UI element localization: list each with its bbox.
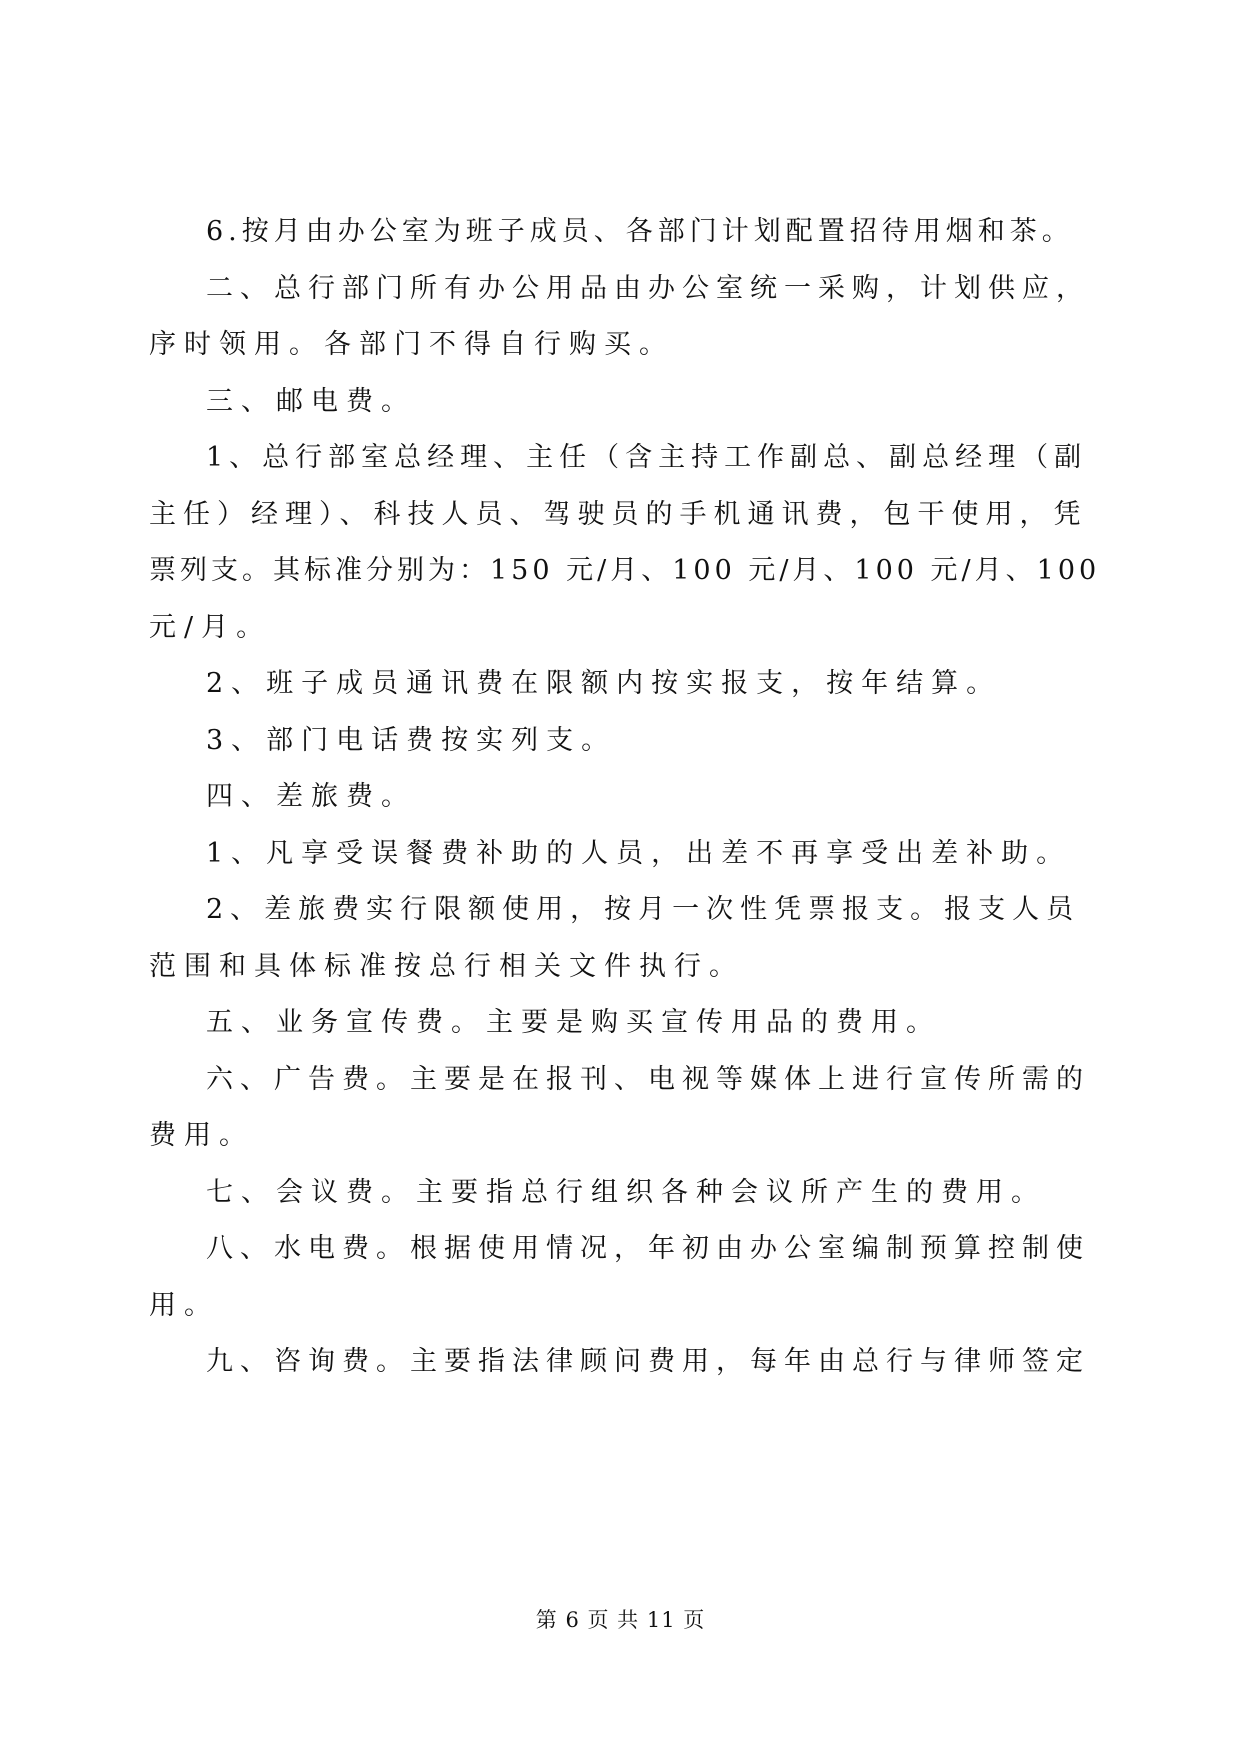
text-line: 元/月。	[149, 612, 272, 643]
text-line: 六、广告费。主要是在报刊、电视等媒体上进行宣传所需的	[206, 1064, 1090, 1095]
text-line: 2、差旅费实行限额使用，按月一次性凭票报支。报支人员	[206, 894, 1081, 925]
text-line: 七、会议费。主要指总行组织各种会议所产生的费用。	[206, 1177, 1046, 1208]
text-line: 票列支。其标准分别为：150 元/月、100 元/月、100 元/月、100	[149, 555, 1101, 586]
text-line: 1、凡享受误餐费补助的人员，出差不再享受出差补助。	[206, 838, 1072, 869]
text-line: 八、水电费。根据使用情况，年初由办公室编制预算控制使	[206, 1233, 1090, 1264]
text-line: 范围和具体标准按总行相关文件执行。	[149, 951, 744, 982]
text-line: 1、总行部室总经理、主任（含主持工作副总、副总经理（副	[206, 442, 1088, 473]
text-line: 用。	[149, 1290, 219, 1321]
text-line: 二、总行部门所有办公用品由办公室统一采购，计划供应，	[206, 273, 1090, 304]
page-number-footer: 第 6 页 共 11 页	[535, 1608, 706, 1632]
text-line: 四、差旅费。	[206, 781, 416, 812]
text-line: 6.按月由办公室为班子成员、各部门计划配置招待用烟和茶。	[206, 216, 1074, 247]
text-line: 费用。	[149, 1120, 254, 1151]
text-line: 五、业务宣传费。主要是购买宣传用品的费用。	[206, 1007, 941, 1038]
text-line: 三、邮电费。	[206, 386, 416, 417]
text-line: 3、部门电话费按实列支。	[206, 725, 617, 756]
text-line: 2、班子成员通讯费在限额内按实报支，按年结算。	[206, 668, 1002, 699]
text-line: 九、咨询费。主要指法律顾问费用，每年由总行与律师签定	[206, 1346, 1090, 1377]
text-line: 主任）经理）、科技人员、驾驶员的手机通讯费，包干使用，凭	[149, 499, 1088, 530]
text-line: 序时领用。各部门不得自行购买。	[149, 329, 674, 360]
